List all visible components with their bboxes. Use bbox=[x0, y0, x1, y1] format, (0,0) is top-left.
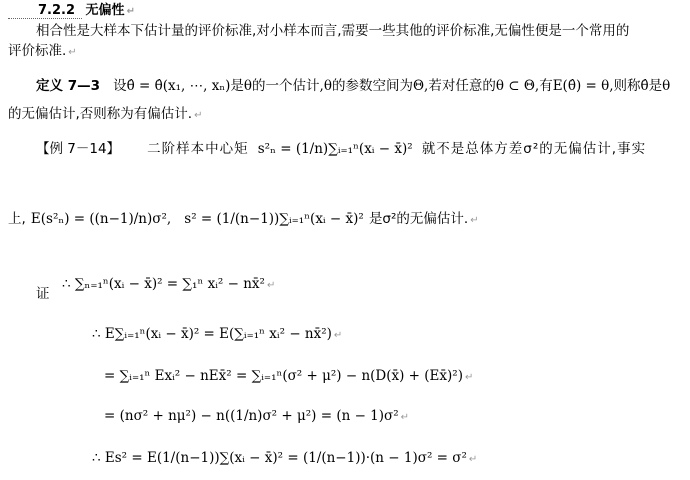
heading-dotted-rule bbox=[8, 18, 82, 19]
intro-line-2 bbox=[8, 45, 77, 59]
definition-line-2 bbox=[8, 108, 202, 122]
intro-line-1: 相合性是大样本下估计量的评价标准,对小样本而言,需要一些其他的评价标准,无偏性便是一个常用的 bbox=[36, 23, 630, 39]
proof-line-4-text: = (nσ² + nμ²) − n((1/n)σ² + μ²) = (n − 1)σ² bbox=[104, 408, 399, 424]
example-line2-formula-b: s² = (1/(n−1))∑ᵢ₌₁ⁿ(xᵢ − x̄)² bbox=[184, 211, 364, 227]
proof-line-2 bbox=[92, 328, 342, 342]
definition-label: 定义 7—3 bbox=[36, 78, 100, 94]
example-line-2 bbox=[8, 210, 479, 227]
definition-line-1 bbox=[36, 77, 670, 94]
example-line-1 bbox=[36, 140, 646, 157]
example-line2-prefix: 上, bbox=[8, 211, 26, 227]
section-heading bbox=[38, 4, 135, 17]
example-text-after: 就不是总体方差σ²的无偏估计,事实 bbox=[421, 141, 647, 157]
proof-line-1 bbox=[62, 278, 275, 292]
proof-line-2-text: ∴ E∑ᵢ₌₁ⁿ(xᵢ − x̄)² = E(∑ᵢ₌₁ⁿ xᵢ² − nx̄²) bbox=[92, 326, 332, 342]
example-label: 【例 7－14】 bbox=[36, 141, 121, 157]
proof-line-1-text: ∴ ∑ₙ₌₁ⁿ(xᵢ − x̄)² = ∑₁ⁿ xᵢ² − nx̄² bbox=[62, 276, 265, 292]
example-text: 二阶样本中心矩 bbox=[147, 141, 249, 157]
definition-text-b: 的无偏估计,否则称为有偏估计. bbox=[8, 106, 193, 122]
example-line2-formula-a: E(s²ₙ) = ((n−1)/n)σ², bbox=[30, 211, 172, 227]
example-formula: s²ₙ = (1/n)∑ᵢ₌₁ⁿ(xᵢ − x̄)² bbox=[257, 141, 413, 157]
section-title: 无偏性 bbox=[85, 3, 125, 18]
section-number: 7.2.2 bbox=[38, 3, 76, 18]
intro-line-2-text: 评价标准. bbox=[8, 43, 67, 59]
example-line2-suffix: 是σ²的无偏估计. bbox=[368, 211, 469, 227]
definition-text-a: 设θ̂ = θ̂(x₁, ⋯, xₙ)是θ的一个估计,θ的参数空间为Θ,若对任意的θ ⊂ Θ,有E(θ̂) = θ,则称θ̂是θ bbox=[113, 78, 671, 94]
proof-line-5-text: ∴ Es² = E(1/(n−1))∑(xᵢ − x̄)² = (1/(n−1))·(n − 1)σ² = σ² bbox=[92, 450, 467, 466]
proof-line-5 bbox=[92, 452, 477, 466]
proof-line-3-text: = ∑ᵢ₌₁ⁿ Exᵢ² − nEx̄² = ∑ᵢ₌₁ⁿ(σ² + μ²) − n(D(x̄) + (Ex̄)²) bbox=[104, 368, 463, 384]
proof-line-3 bbox=[104, 370, 473, 384]
proof-line-4 bbox=[104, 410, 409, 424]
proof-label: 证 bbox=[36, 286, 50, 302]
